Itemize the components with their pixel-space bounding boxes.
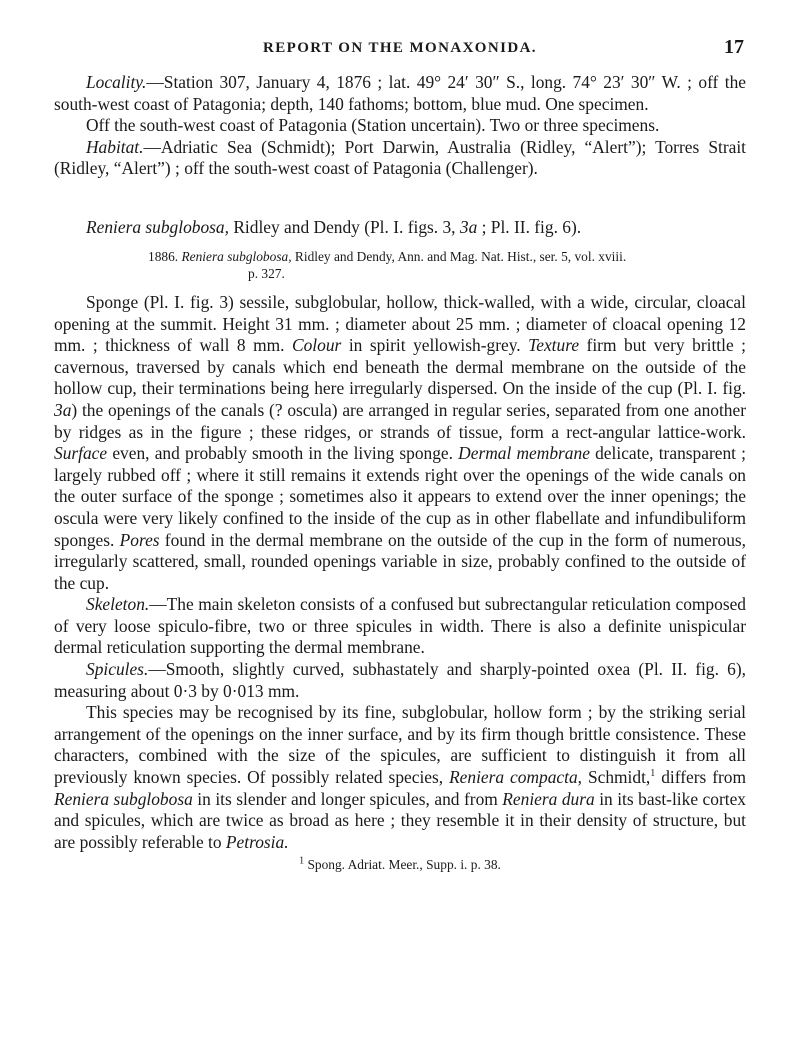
diagnosis-text-5: in its bast-like cortex and spicules, which are twice as broad as here ; they resemble it in their density of structure, but are possibly referable to xyxy=(54,788,746,852)
locality-label: Locality. xyxy=(86,72,147,92)
habitat-label: Habitat. xyxy=(86,136,144,157)
citation-page: p. 327. xyxy=(248,265,285,281)
diagnosis-text-3: differs from xyxy=(655,767,747,788)
description-text-1: Sponge (Pl. I. fig. 3) sessile, subglobular, hollow, thick-walled, with a wide, circular, cloacal opening at the summit. Height 31 mm. ; diameter about 25 mm. ; diameter of cloacal opening 12 mm. ; thickness of wall 8 mm. xyxy=(54,291,746,356)
skeleton-paragraph xyxy=(54,594,746,659)
page-number: 17 xyxy=(724,36,744,58)
page xyxy=(54,38,746,873)
locality-text: —Station 307, January 4, 1876 ; lat. 49° 24′ 30″ S., long. 74° 23′ 30″ W. ; off the south-west coast of Patagonia; depth, 140 fathoms; bottom, blue mud. One specimen. xyxy=(54,72,746,114)
description-paragraph xyxy=(54,292,746,594)
description-text-2: in spirit yellowish-grey. xyxy=(341,335,529,356)
footnote xyxy=(54,857,746,873)
species-subglobosa-ref: Reniera subglobosa xyxy=(54,788,193,809)
species-heading xyxy=(54,216,746,238)
habitat-text: —Adriatic Sea (Schmidt); Port Darwin, Australia (Ridley, “Alert”); Torres Strait (Ridley, “Alert”) ; off the south-west coast of Patagonia (Challenger). xyxy=(54,136,746,179)
running-title: REPORT ON THE MONAXONIDA. xyxy=(263,40,537,56)
description-text-5: even, and probably smooth in the living sponge. xyxy=(107,443,459,464)
citation-name: Reniera subglobosa, xyxy=(181,248,292,264)
species-compacta: Reniera compacta, xyxy=(449,767,583,788)
skeleton-text: —The main skeleton consists of a confused but subrectangular reticulation composed of very loose spiculo-fibre, two or three spicules in width. There is also a definite unispicular dermal reticulation supporting the dermal membrane. xyxy=(54,594,746,658)
diagnosis-text-2: Schmidt, xyxy=(582,767,651,788)
description-text-3: firm but very brittle ; cavernous, traversed by canals which end beneath the dermal membrane on the outside of the hollow cup, their terminations being here irregularly dispersed. On the inside of the cup (Pl. I. fig. xyxy=(54,335,746,399)
texture-label: Texture xyxy=(528,335,580,356)
footnote-number: 1 xyxy=(299,855,305,867)
species-authority: Ridley and Dendy (Pl. I. figs. 3, xyxy=(228,216,460,237)
genus-petrosia: Petrosia. xyxy=(225,831,289,852)
diagnosis-text-4: in its slender and longer spicules, and from xyxy=(192,788,503,809)
skeleton-label: Skeleton. xyxy=(86,594,150,615)
dermal-membrane-label: Dermal membrane xyxy=(458,443,590,464)
spicules-paragraph xyxy=(54,659,746,702)
footnote-text: Spong. Adriat. Meer., Supp. i. p. 38. xyxy=(304,857,501,873)
description-fig: 3a xyxy=(54,399,72,420)
spicules-text: —Smooth, slightly curved, subhastately and sharply-pointed oxea (Pl. II. fig. 6), measuring about 0·3 by 0·013 mm. xyxy=(54,659,746,701)
citation-year: 1886. xyxy=(148,248,182,264)
species-name: Reniera subglobosa, xyxy=(86,216,229,237)
pores-label: Pores xyxy=(119,529,160,550)
page-header xyxy=(54,38,746,66)
species-heading-end: ; Pl. II. fig. 6). xyxy=(477,216,582,237)
spicules-label: Spicules. xyxy=(86,659,149,680)
diagnosis-paragraph xyxy=(54,702,746,853)
locality-paragraph-2: Off the south-west coast of Patagonia (Station uncertain). Two or three specimens. xyxy=(86,115,660,136)
citation-text: Ridley and Dendy, Ann. and Mag. Nat. Hist., ser. 5, vol. xviii. xyxy=(291,248,627,264)
surface-label: Surface xyxy=(54,443,108,464)
footnote-marker: 1 xyxy=(650,768,656,780)
species-fig-a: 3a xyxy=(459,216,478,237)
habitat-paragraph xyxy=(54,137,746,180)
diagnosis-text-1: This species may be recognised by its fine, subglobular, hollow form ; by the striking serial arrangement of the openings on the inner surface, and by its firm though brittle consistence. These characters, combined with the size of the spicules, are sufficient to distinguish it from all previously known species. Of possibly related species, xyxy=(54,702,746,788)
description-text-7: found in the dermal membrane on the outside of the cup in the form of numerous, irregularly scattered, small, rounded openings variable in size, probably confined to the outside of the cup. xyxy=(54,529,747,593)
species-dura: Reniera dura xyxy=(502,788,595,809)
description-text-4: ) the openings of the canals (? oscula) are arranged in regular series, separated from one another by ridges as in the figure ; these ridges, or strands of tissue, form a rect-angular lattice-work. xyxy=(54,399,746,442)
colour-label: Colour xyxy=(292,335,342,356)
synonymy-citation xyxy=(54,248,746,282)
description-text-6: delicate, transparent ; largely rubbed off ; where it still remains it extends right over the openings of the wide canals on the outer surface of the sponge ; sometimes also it appears to extend over the inner openings; the oscula were very likely confined to the inside of the cup as in other flabellate and infundibuliform sponges. xyxy=(54,443,747,550)
locality-paragraph xyxy=(54,72,746,115)
